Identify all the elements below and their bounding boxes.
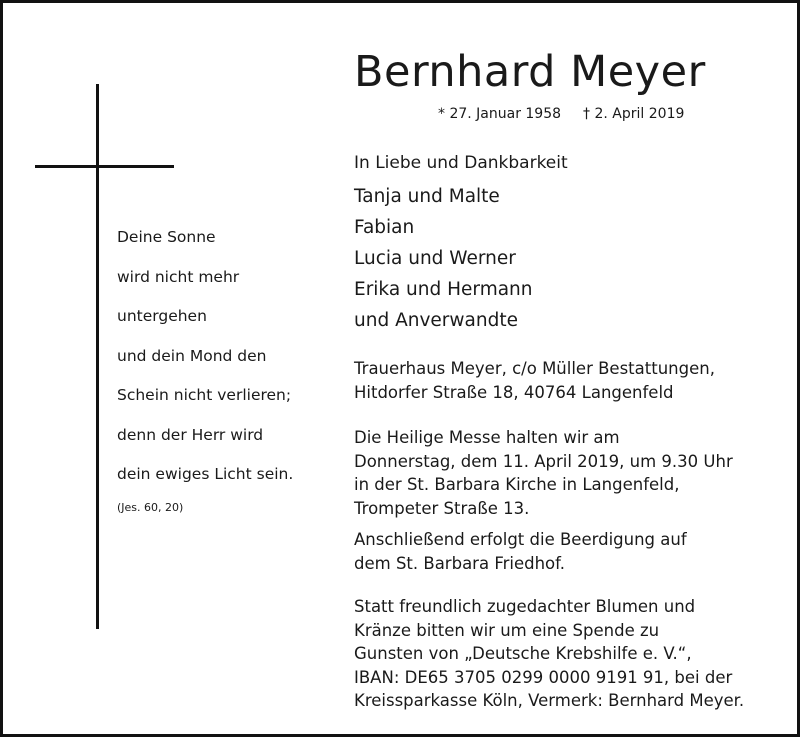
verse-line: Deine Sonne	[117, 228, 216, 246]
verse-line: wird nicht mehr	[117, 267, 240, 286]
verse-line: Schein nicht verlieren;	[117, 386, 292, 404]
verse-line: denn der Herr wird	[117, 425, 264, 444]
mourner: Lucia und Werner	[354, 248, 516, 269]
burial-line: Anschließend erfolgt die Beerdigung auf	[354, 530, 687, 549]
verse-reference: (Jes. 60, 20)	[117, 500, 184, 514]
life-dates	[438, 105, 684, 123]
donation-line: IBAN: DE65 3705 0299 0000 9191 91, bei der	[354, 667, 733, 687]
mourner: Tanja und Malte	[354, 186, 500, 207]
bible-verse	[117, 218, 327, 515]
address-line: Trauerhaus Meyer, c/o Müller Bestattungen,	[354, 359, 715, 378]
donation-line: Gunsten von „Deutsche Krebshilfe e. V.“,	[354, 644, 692, 663]
mass-line: in der St. Barbara Kirche in Langenfeld,	[354, 475, 680, 494]
burial-info	[354, 528, 794, 575]
mourner: Fabian	[354, 217, 415, 238]
mass-line: Donnerstag, dem 11. April 2019, um 9.30 Uhr	[354, 451, 733, 471]
cross-icon-bar	[35, 165, 174, 168]
death-date: † 2. April 2019	[583, 106, 685, 122]
family-intro: In Liebe und Dankbarkeit	[354, 153, 568, 173]
mass-info	[354, 426, 794, 520]
donation-line: Statt freundlich zugedachter Blumen und	[354, 597, 696, 616]
mass-line: Trompeter Straße 13.	[354, 498, 530, 518]
mourner: und Anverwandte	[354, 310, 518, 331]
burial-line: dem St. Barbara Friedhof.	[354, 553, 566, 573]
deceased-name: Bernhard Meyer	[354, 47, 706, 97]
donation-info	[354, 595, 794, 713]
verse-line: und dein Mond den	[117, 346, 267, 365]
verse-line: dein ewiges Licht sein.	[117, 465, 294, 483]
address-line: Hitdorfer Straße 18, 40764 Langenfeld	[354, 382, 674, 402]
verse-line: untergehen	[117, 307, 207, 325]
donation-line: Kränze bitten wir um eine Spende zu	[354, 620, 660, 640]
mass-line: Die Heilige Messe halten wir am	[354, 428, 620, 447]
mourners-list	[354, 181, 794, 336]
birth-date: * 27. Januar 1958	[438, 106, 562, 122]
donation-line: Kreissparkasse Köln, Vermerk: Bernhard Meyer.	[354, 691, 745, 710]
mourner: Erika und Hermann	[354, 279, 533, 300]
mourning-house-address	[354, 357, 794, 404]
